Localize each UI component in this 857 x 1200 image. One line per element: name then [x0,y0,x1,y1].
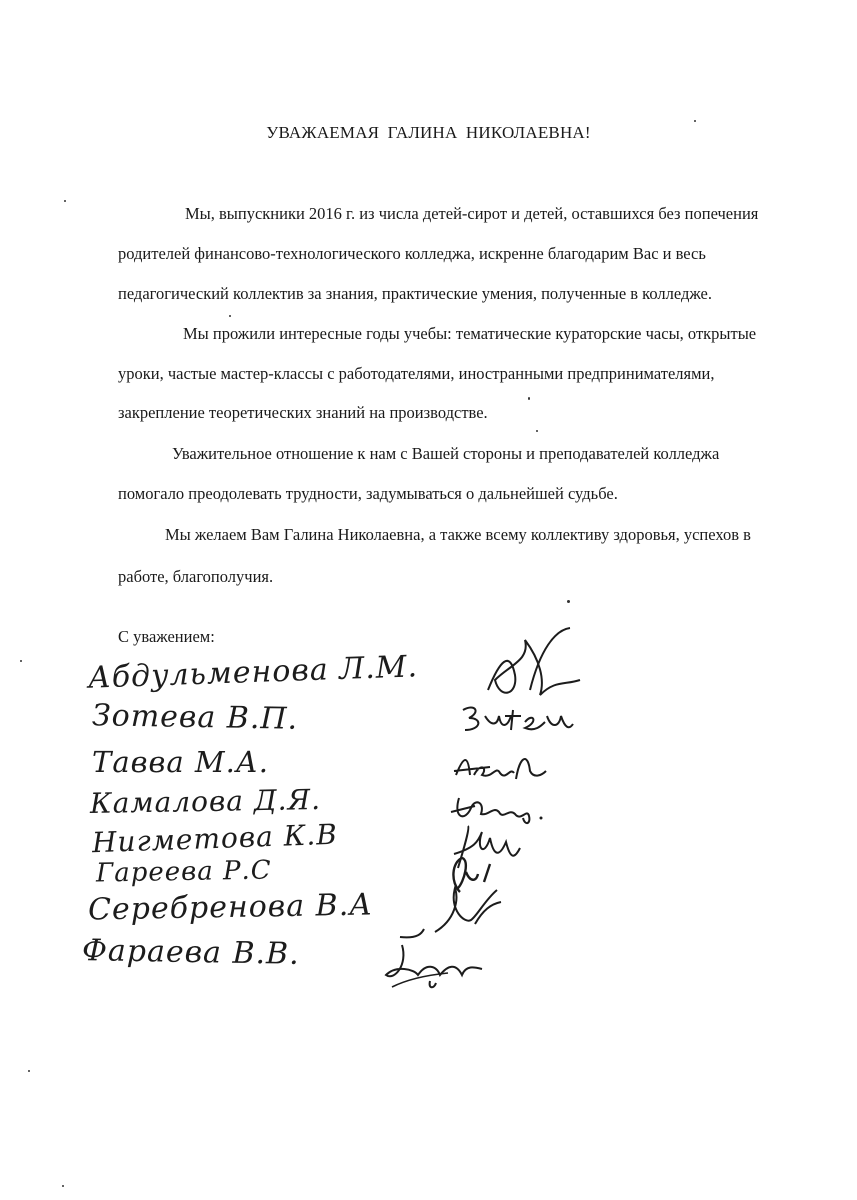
scan-speck [536,430,538,432]
body-line-1: Мы, выпускники 2016 г. из числа детей-сирот и детей, оставшихся без попечения [185,204,759,223]
signature-name-4: Камалова Д.Я. [89,782,322,821]
body-line-2: родителей финансово-технологического колледжа, искренне благодарим Вас и весь [118,244,706,263]
scan-speck [64,200,66,202]
paraph-signature-1 [470,620,590,710]
closing-text: С уважением: [118,627,215,646]
signature-name-1: Абдульменова Л.М. [87,649,419,696]
scan-speck [20,660,22,662]
signature-name-5: Нигметова К.В [91,817,339,860]
body-line-10: работе, благополучия. [118,567,274,586]
signature-name-6: Гареева Р.С [95,855,272,889]
scan-speck [694,120,696,122]
signature-name-8: Фараева В.В. [81,933,300,972]
signature-name-2: Зотева В.П. [91,698,299,737]
signature-name-3: Тавва М.А. [92,745,269,779]
letter-title: УВАЖАЕМАЯ ГАЛИНА НИКОЛАЕВНА! [266,123,591,142]
body-line-7: Уважительное отношение к нам с Вашей стороны и преподавателей колледжа [172,444,720,463]
body-line-8: помогало преодолевать трудности, задумываться о дальнейшей судьбе. [118,484,618,503]
signature-name-7: Серебренова В.А [87,887,374,928]
scan-speck [28,1070,30,1072]
scan-speck [229,315,231,317]
body-line-6: закрепление теоретических знаний на производстве. [118,403,488,422]
paraph-signature-3 [450,745,560,790]
body-line-3: педагогический коллектив за знания, практические умения, полученные в колледже. [118,284,712,303]
paraph-signature-8 [378,925,488,995]
body-line-4: Мы прожили интересные годы учебы: тематические кураторские часы, открытые [183,324,757,343]
scan-speck [528,397,530,400]
scan-speck [567,600,570,603]
body-line-5: уроки, частые мастер-классы с работодателями, иностранными предпринимателями, [118,364,715,383]
body-line-9: Мы желаем Вам Галина Николаевна, а также всему коллективу здоровья, успехов в [165,525,751,544]
paraph-signature-2 [455,698,575,748]
scan-speck [62,1185,64,1187]
